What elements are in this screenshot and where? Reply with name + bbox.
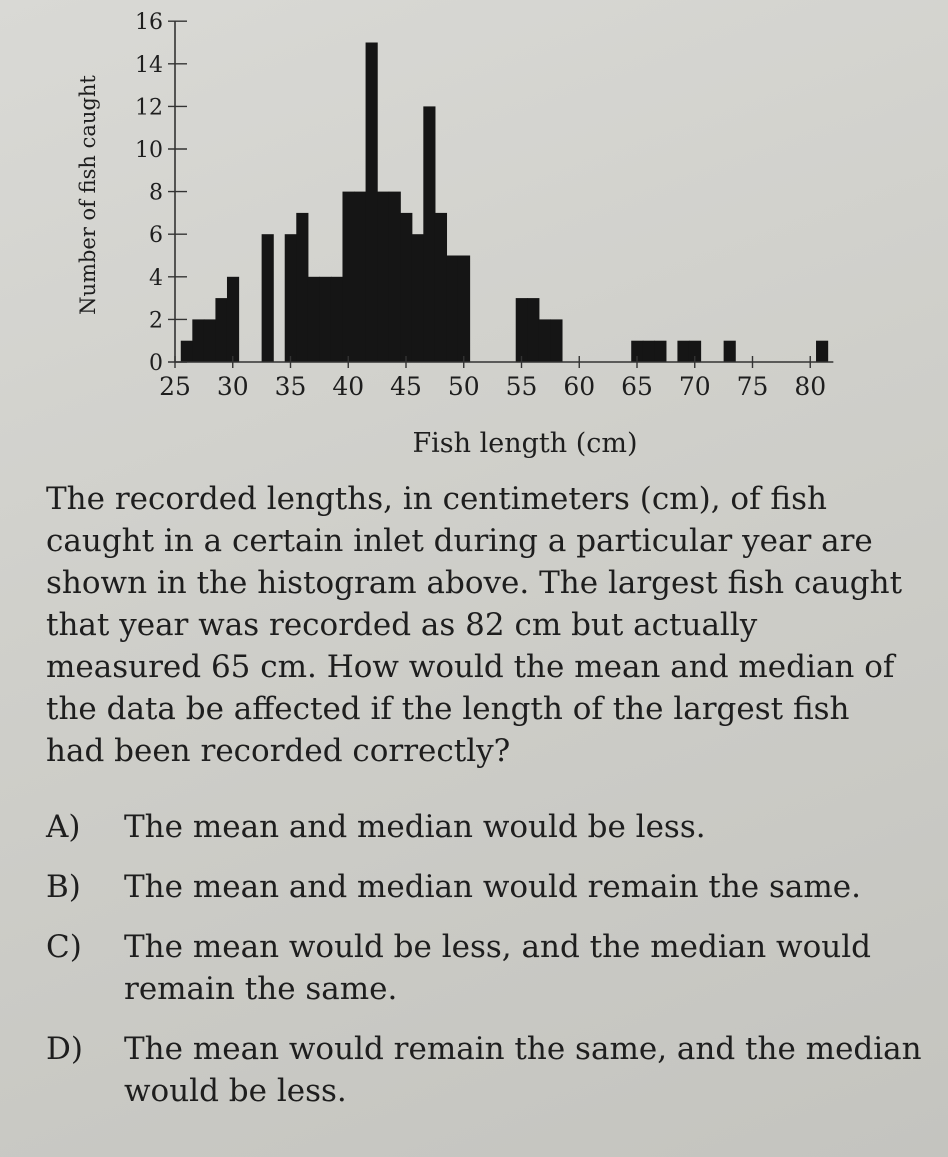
fish-length-histogram (0, 0, 948, 470)
choice-text: The mean would be less, and the median would remain the same. (124, 929, 871, 1007)
y-tick-label: 10 (135, 138, 163, 163)
choice-b[interactable] (46, 866, 926, 908)
histogram-bar (204, 319, 216, 362)
histogram-bar (539, 319, 551, 362)
histogram-bar (446, 256, 458, 363)
histogram-bars (181, 43, 828, 363)
choice-letter: B) (46, 869, 81, 905)
histogram-bar (516, 298, 528, 362)
histogram-bar (354, 192, 366, 362)
histogram-bar (724, 341, 736, 362)
choice-d[interactable] (46, 1028, 926, 1112)
histogram-bar (677, 341, 689, 362)
x-tick-label: 60 (563, 372, 596, 401)
histogram-bar (458, 256, 470, 363)
y-tick-label: 12 (135, 95, 163, 121)
histogram-bar (643, 341, 655, 362)
x-tick-label: 70 (678, 372, 711, 401)
choice-letter: D) (46, 1031, 83, 1067)
histogram-bar (296, 213, 308, 362)
y-tick-label: 4 (149, 265, 163, 291)
choice-a[interactable] (46, 806, 926, 848)
histogram-bar (423, 106, 435, 362)
histogram-bar (285, 234, 297, 362)
answer-choices (46, 806, 926, 1130)
histogram-bar (527, 298, 539, 362)
x-tick-label: 55 (505, 372, 538, 401)
y-tick-label: 8 (149, 180, 163, 206)
histogram-bar (227, 277, 239, 362)
histogram-bar (308, 277, 320, 362)
histogram-bar (342, 192, 354, 362)
x-axis-label: Fish length (cm) (412, 428, 638, 459)
choice-letter: C) (46, 929, 82, 965)
histogram-bar (550, 319, 562, 362)
histogram-bar (435, 213, 447, 362)
y-tick-label: 6 (149, 223, 163, 249)
choice-letter: A) (46, 809, 81, 845)
y-tick-label: 2 (149, 308, 163, 334)
histogram-bar (654, 341, 666, 362)
histogram-bar (331, 277, 343, 362)
y-tick-label: 0 (149, 351, 163, 376)
x-tick-label: 30 (216, 372, 249, 401)
y-tick-label: 16 (135, 10, 163, 36)
question-text: The recorded lengths, in centimeters (cm), of fish caught in a certain inlet during a particular year are shown in the histogram above. The largest fish caught that year was recorded as 82 cm but actually measured 65 cm. How would the mean and median of the data be affected if the length of the largest fish had been recorded correctly? (46, 481, 903, 769)
choice-c[interactable] (46, 926, 926, 1010)
histogram-bar (389, 192, 401, 362)
x-tick-label: 45 (390, 372, 422, 401)
histogram-bar (181, 341, 193, 362)
histogram-bar (377, 192, 389, 362)
choice-text: The mean and median would remain the same. (124, 869, 861, 905)
x-tick-label: 25 (159, 372, 191, 401)
histogram-bar (192, 319, 204, 362)
x-tick-label: 40 (332, 372, 365, 401)
histogram-bar (215, 298, 227, 362)
x-tick-label: 75 (736, 372, 769, 401)
histogram-bar (412, 234, 424, 362)
y-tick-label: 14 (135, 52, 163, 78)
histogram-bar (319, 277, 331, 362)
choice-text: The mean would remain the same, and the median would be less. (124, 1031, 922, 1109)
histogram-bar (400, 213, 412, 362)
y-axis-label: Number of fish caught (76, 75, 100, 315)
x-tick-label: 65 (621, 372, 653, 401)
x-tick-label: 35 (274, 372, 307, 401)
histogram-bar (262, 234, 274, 362)
x-tick-label: 80 (794, 372, 827, 401)
y-axis-ticks (135, 10, 187, 376)
choice-text: The mean and median would be less. (124, 809, 706, 845)
histogram-bar (816, 341, 828, 362)
x-tick-label: 50 (447, 372, 480, 401)
histogram-bar (366, 43, 378, 363)
